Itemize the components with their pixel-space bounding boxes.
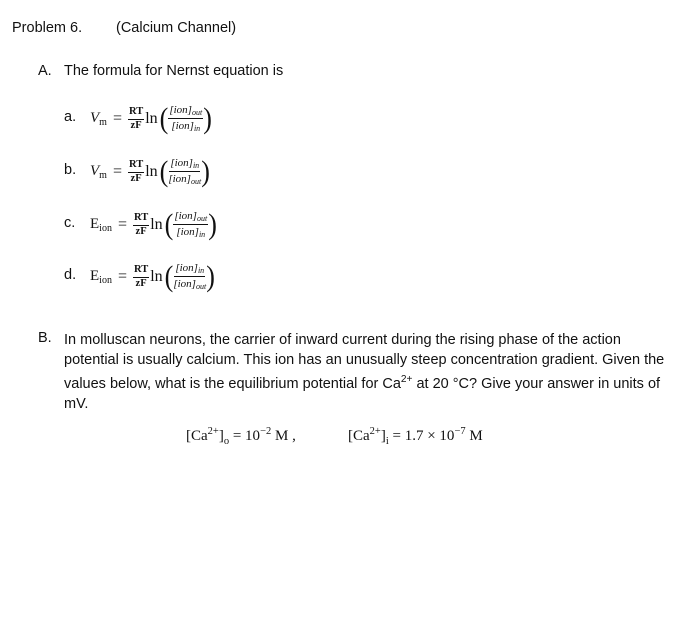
rt-over-zf	[133, 265, 149, 289]
ratio-numerator-sub: in	[192, 161, 200, 170]
equals-sign: =	[112, 110, 122, 127]
lhs-main: V	[90, 110, 100, 126]
option-label: b.	[64, 162, 77, 178]
ratio-numerator-sub: out	[196, 214, 208, 223]
ratio-denominator-sub: in	[193, 124, 201, 133]
left-paren: (	[164, 207, 174, 242]
left-paren: (	[164, 259, 174, 294]
ratio-denominator	[176, 225, 205, 239]
part-b-question	[64, 330, 679, 414]
lhs-main: E	[90, 216, 100, 232]
inside-exponent: −7	[454, 426, 466, 437]
rt-over-zf	[128, 107, 144, 131]
outside-value: = 10	[229, 428, 261, 444]
ratio-numerator	[174, 263, 205, 277]
rt-over-zf	[128, 160, 144, 184]
ratio-denominator-sub: out	[195, 282, 207, 291]
coef-denominator: zF	[135, 277, 147, 289]
lhs-symbol	[90, 216, 112, 234]
ratio-numerator-ion: [ion]	[169, 104, 192, 116]
coef-numerator: RT	[133, 265, 149, 278]
right-paren: )	[206, 259, 215, 294]
equals-sign: =	[117, 216, 127, 233]
ratio-denominator	[171, 119, 200, 133]
equals-sign: =	[112, 163, 122, 180]
ratio-denominator	[173, 277, 206, 291]
concentration-ratio	[173, 211, 208, 239]
ratio-denominator-ion: [ion]	[171, 120, 194, 132]
question-text-1: In molluscan neurons, the carrier of inward current during the rising phase of the action potential is usually calcium. This ion has an unusually steep concentration gradient. Given the values below, what is the equilibrium potential for Ca	[64, 332, 665, 392]
ln-operator: ln	[145, 110, 158, 127]
concentration-ratio	[168, 105, 203, 133]
rt-over-zf	[133, 213, 149, 237]
ratio-denominator-ion: [ion]	[173, 278, 196, 290]
ln-operator: ln	[145, 163, 158, 180]
part-b-label: B.	[38, 330, 52, 346]
ratio-numerator	[169, 158, 200, 172]
option-label: a.	[64, 109, 77, 125]
coef-numerator: RT	[128, 160, 144, 173]
ratio-denominator	[168, 172, 201, 186]
ratio-numerator-sub: out	[191, 108, 203, 117]
right-paren: )	[201, 154, 210, 189]
nernst-equation-option	[90, 207, 217, 242]
left-paren: (	[159, 101, 169, 136]
left-paren: (	[159, 154, 169, 189]
outside-side: o	[223, 436, 230, 447]
ratio-numerator-ion: [ion]	[170, 157, 193, 169]
coef-denominator: zF	[135, 225, 147, 237]
lhs-subscript: ion	[99, 223, 112, 234]
right-paren: )	[203, 101, 212, 136]
coef-numerator: RT	[128, 107, 144, 120]
inside-charge: 2+	[369, 426, 381, 437]
outside-unit: M ,	[271, 428, 296, 444]
option-label: c.	[64, 215, 76, 231]
right-paren: )	[208, 207, 217, 242]
lhs-symbol	[90, 110, 107, 128]
lhs-symbol	[90, 268, 112, 286]
inside-unit: M	[465, 428, 483, 444]
inside-side: i	[385, 436, 389, 447]
concentration-ratio	[168, 158, 201, 186]
nernst-equation-option	[90, 154, 210, 189]
lhs-subscript: m	[99, 170, 107, 181]
given-outside-concentration	[186, 426, 296, 447]
equals-sign: =	[117, 268, 127, 285]
part-a-prompt: The formula for Nernst equation is	[64, 63, 284, 79]
lhs-main: V	[90, 163, 100, 179]
ratio-denominator-ion: [ion]	[168, 173, 191, 185]
ratio-denominator-sub: out	[190, 177, 202, 186]
ratio-denominator-ion: [ion]	[176, 226, 199, 238]
lhs-symbol	[90, 163, 107, 181]
coef-numerator: RT	[133, 213, 149, 226]
ratio-denominator-sub: in	[198, 230, 206, 239]
given-inside-concentration	[348, 426, 483, 447]
ratio-numerator	[173, 211, 208, 225]
outside-bracket: ]	[218, 428, 224, 444]
ln-operator: ln	[150, 216, 163, 233]
question-text-2: at 20 °C? Give your answer in units of mV.	[64, 375, 661, 412]
ln-operator: ln	[150, 268, 163, 285]
nernst-equation-option	[90, 101, 212, 136]
ratio-numerator-ion: [ion]	[175, 262, 198, 274]
ratio-numerator-ion: [ion]	[174, 210, 197, 222]
lhs-main: E	[90, 268, 100, 284]
outside-ion: [Ca	[186, 428, 208, 444]
outside-charge: 2+	[207, 426, 219, 437]
inside-bracket: ]	[380, 428, 386, 444]
lhs-subscript: ion	[99, 275, 112, 286]
problem-number: Problem 6.	[12, 20, 83, 36]
option-label: d.	[64, 267, 77, 283]
ion-charge: 2+	[400, 374, 413, 385]
inside-value: = 1.7 × 10	[388, 428, 455, 444]
lhs-subscript: m	[99, 117, 107, 128]
concentration-ratio	[173, 263, 206, 291]
outside-exponent: −2	[260, 426, 272, 437]
part-a-label: A.	[38, 63, 52, 79]
problem-title: (Calcium Channel)	[116, 20, 237, 36]
inside-ion: [Ca	[348, 428, 370, 444]
coef-denominator: zF	[130, 172, 142, 184]
ratio-numerator-sub: in	[197, 266, 205, 275]
coef-denominator: zF	[130, 119, 142, 131]
ratio-numerator	[168, 105, 203, 119]
nernst-equation-option	[90, 259, 215, 294]
